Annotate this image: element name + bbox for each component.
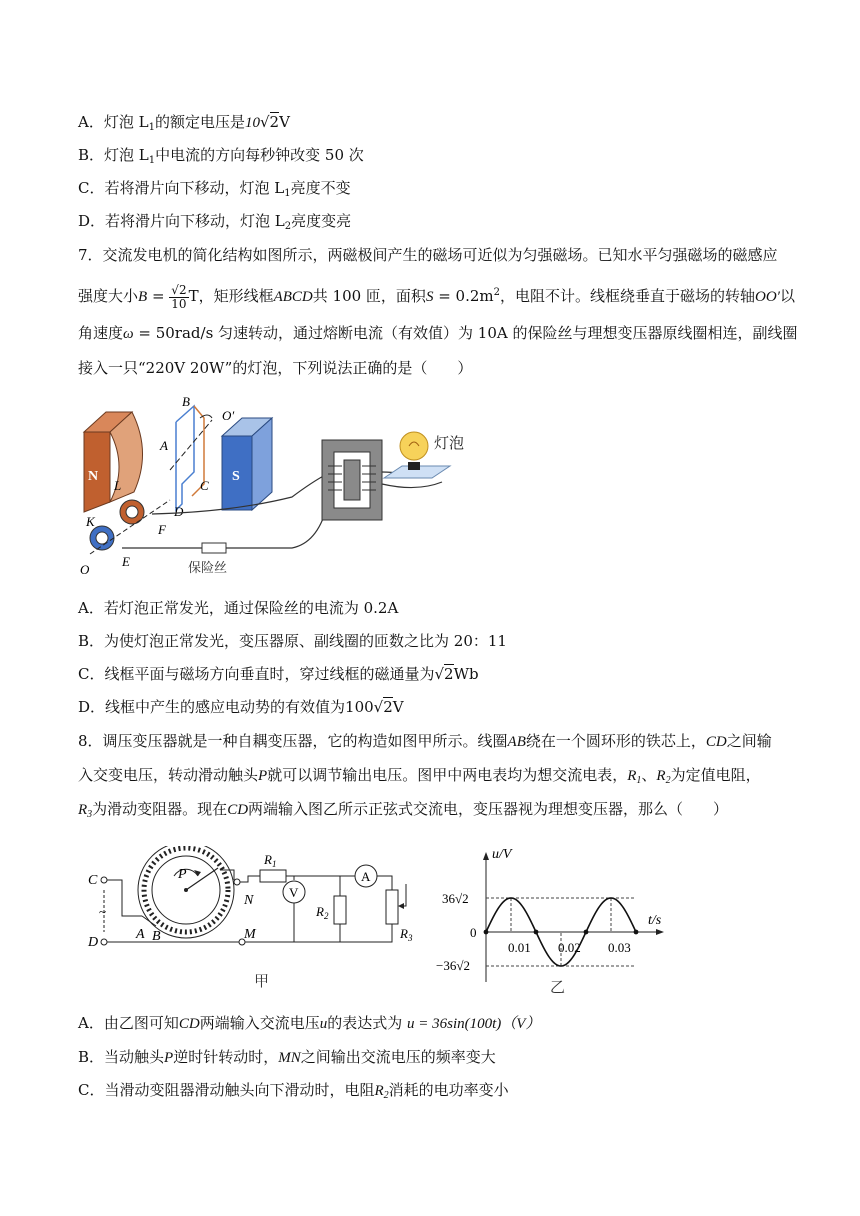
svg-text:R3: $R_3$ — [400, 926, 413, 943]
terminal-c-label: C — [88, 873, 98, 888]
slider-contact-p — [186, 868, 218, 890]
svg-text:R2: $R_2$ — [316, 904, 329, 921]
zero-crossing-point — [534, 930, 539, 935]
x-tick-1: 0.01 — [508, 940, 531, 955]
x-tick-2: 0.02 — [558, 940, 581, 955]
n-pole-label: N — [88, 469, 99, 484]
zero-crossing-point — [484, 930, 489, 935]
label-b: B — [152, 929, 161, 944]
slip-ring-k — [90, 526, 114, 550]
ammeter-label: A — [361, 869, 371, 884]
x-axis-label: t/s — [648, 913, 662, 928]
label-o: O — [80, 562, 90, 577]
resistor-r1 — [260, 870, 286, 882]
contact-p-label: P — [178, 867, 187, 882]
svg-text:R1: $R_1$ — [264, 852, 277, 869]
q6-option-c: C．若将滑片向下移动，灯泡 $L_1$亮度不变 — [78, 179, 351, 199]
q8-option-a: A．由乙图可知CD两端输入交流电压u的表达式为 u = 36sin(100t)（V） — [78, 1014, 541, 1032]
q8-option-b: B．当动触头P逆时针转动时，MN之间输出交流电压的频率变大 — [78, 1048, 496, 1066]
label-o-prime: O′ — [222, 408, 235, 423]
n-pole-magnet — [84, 412, 143, 512]
autotransformer-circuit — [82, 846, 432, 996]
q7-stem-line2: 强度大小B = $\frac{√2}{10}$ T，矩形线框ABCD共 100 匝，面积$S = 0.2m^2$，电阻不计。线框绕垂直于磁场的转轴OO′以 — [78, 282, 795, 311]
fuse-label: 保险丝 — [188, 560, 228, 575]
figure-yi-caption: 乙 — [550, 980, 566, 996]
label-l: L — [114, 478, 122, 493]
s-pole-magnet — [222, 418, 272, 510]
y-tick-neg: −36√2 — [436, 958, 470, 973]
y-axis-label: u/V — [492, 847, 512, 862]
y-tick-pos: 36√2 — [442, 891, 469, 906]
fuse — [202, 543, 226, 553]
zero-crossing-point — [634, 930, 639, 935]
zero-crossing-point — [584, 930, 589, 935]
generator-figure — [72, 392, 482, 582]
q7-option-a: A．若灯泡正常发光，通过保险丝的电流为 0.2A — [78, 599, 399, 617]
figure-jia-caption: 甲 — [254, 974, 270, 990]
q7-stem-line4: 接入一只“220V 20W”的灯泡，下列说法正确的是（ ） — [78, 359, 473, 377]
s-pole-label: S — [232, 469, 240, 484]
resistor-r2 — [334, 896, 346, 924]
q6-option-a: A．灯泡 $L_1$的额定电压是10√2V — [78, 113, 290, 133]
q7-stem-line3: 角速度ω = 50rad/s 匀速转动，通过熔断电流（有效值）为 10A 的保险丝与理想变压器原线圈相连，副线圈 — [78, 324, 798, 342]
ac-symbol: ~ — [99, 904, 107, 919]
q6-option-d: D．若将滑片向下移动，灯泡 $L_2$亮度变亮 — [78, 212, 352, 232]
terminal-d-label: D — [88, 935, 99, 950]
label-e: E — [122, 554, 130, 569]
label-k: K — [86, 514, 95, 529]
terminal-n-label: N — [244, 893, 254, 908]
x-tick-3: 0.03 — [608, 940, 631, 955]
lamp-label: 灯泡 — [434, 436, 465, 452]
q8-stem-line3: $R_3$为滑动变阻器。现在CD两端输入图乙所示正弦式交流电，变压器视为理想变压器，那么（ ） — [78, 800, 729, 820]
q8-stem-line1: 8．调压变压器就是一种自耦变压器，它的构造如图甲所示。线圈AB绕在一个圆环形的铁芯上，CD之间输 — [78, 732, 772, 750]
q7-option-b: B．为使灯泡正常发光，变压器原、副线圈的匝数之比为 20：11 — [78, 632, 507, 650]
voltmeter-label: V — [289, 885, 299, 900]
label-f: F — [158, 522, 166, 537]
rheostat-r3 — [386, 890, 398, 924]
q7-stem-line1: 7．交流发电机的简化结构如图所示，两磁极间产生的磁场可近似为匀强磁场。已知水平匀强磁场的磁感应 — [78, 246, 778, 264]
terminal-m-label: M — [244, 927, 256, 942]
label-a: A — [160, 438, 168, 453]
label-d: D — [174, 504, 184, 519]
label-c: C — [200, 478, 209, 493]
y-tick-zero: 0 — [470, 925, 477, 940]
label-b: B — [182, 394, 190, 409]
q8-stem-line2: 入交变电压，转动滑动触头P就可以调节输出电压。图甲中两电表均为想交流电表，$R_1$、$R_2$为定值电阻， — [78, 766, 761, 786]
label-a: A — [136, 927, 145, 942]
coil-frame — [176, 406, 194, 510]
sine-wave-chart — [432, 842, 672, 996]
q7-option-c: C．线框平面与磁场方向垂直时，穿过线框的磁通量为√2Wb — [78, 665, 479, 683]
transformer — [322, 440, 382, 520]
q7-option-d: D．线框中产生的感应电动势的有效值为100√2V — [78, 698, 404, 716]
q8-option-c: C．当滑动变阻器滑动触头向下滑动时，电阻$R_2$消耗的电功率变小 — [78, 1081, 509, 1101]
q6-option-b: B．灯泡 $L_1$中电流的方向每秒钟改变 50 次 — [78, 146, 364, 166]
